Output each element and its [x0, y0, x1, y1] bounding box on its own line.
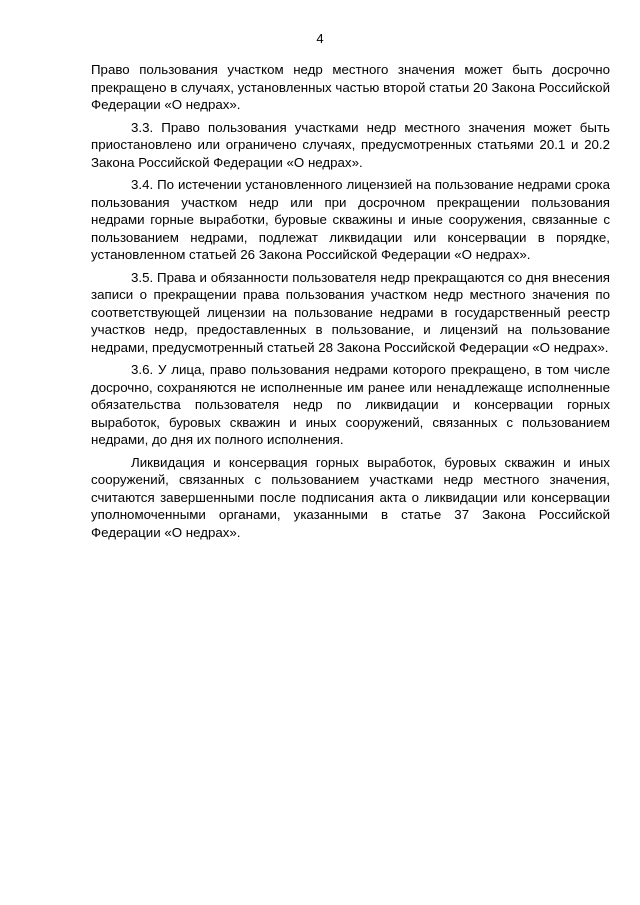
- paragraph-3-6: 3.6. У лица, право пользования недрами которого прекращено, в том числе досрочно, сохраняются не исполненные им ранее или ненадлежаще исполненные обязательства пользователя недр по ликвидации и консервации горных выработок, буровых скважин и иных сооружений, связанных с пользованием недрами, до дня их полного исполнения.: [91, 362, 610, 447]
- paragraph-3-5: 3.5. Права и обязанности пользователя недр прекращаются со дня внесения записи о прекращении права пользования участком недр местного значения по соответствующей лицензии на пользование недрами в государственный реестр участков недр, предоставленных в пользование, и лицензий на пользование недрами, предусмотренный статьей 28 Закона Российской Федерации «О недрах».: [91, 269, 610, 355]
- page-number: 4: [316, 31, 324, 46]
- document-body: [91, 61, 610, 546]
- paragraph-3-4: 3.4. По истечении установленного лицензией на пользование недрами срока пользования участком недр или при досрочном прекращении пользования недрами горные выработки, буровые скважины и иные сооружения, связанные с пользованием недрами, подлежат ликвидации или консервации в порядке, установленном статьей 26 Закона Российской Федерации «О недрах».: [91, 177, 610, 262]
- paragraph-early-termination: Право пользования участком недр местного значения может быть досрочно прекращено в случаях, установленных частью второй статьи 20 Закона Российской Федерации «О недрах».: [91, 62, 610, 112]
- paragraph-3-3: 3.3. Право пользования участками недр местного значения может быть приостановлено или ограничено случаях, предусмотренных статьями 20.1 и 20.2 Закона Российской Федерации «О недрах».: [91, 119, 610, 170]
- paragraph-liquidation: Ликвидация и консервация горных выработок, буровых скважин и иных сооружений, связанных с пользованием участками недр местного значения, считаются завершенными после подписания акта о ликвидации или консервации уполномоченными органами, указанными в статье 37 Закона Российской Федерации «О недрах».: [91, 454, 610, 540]
